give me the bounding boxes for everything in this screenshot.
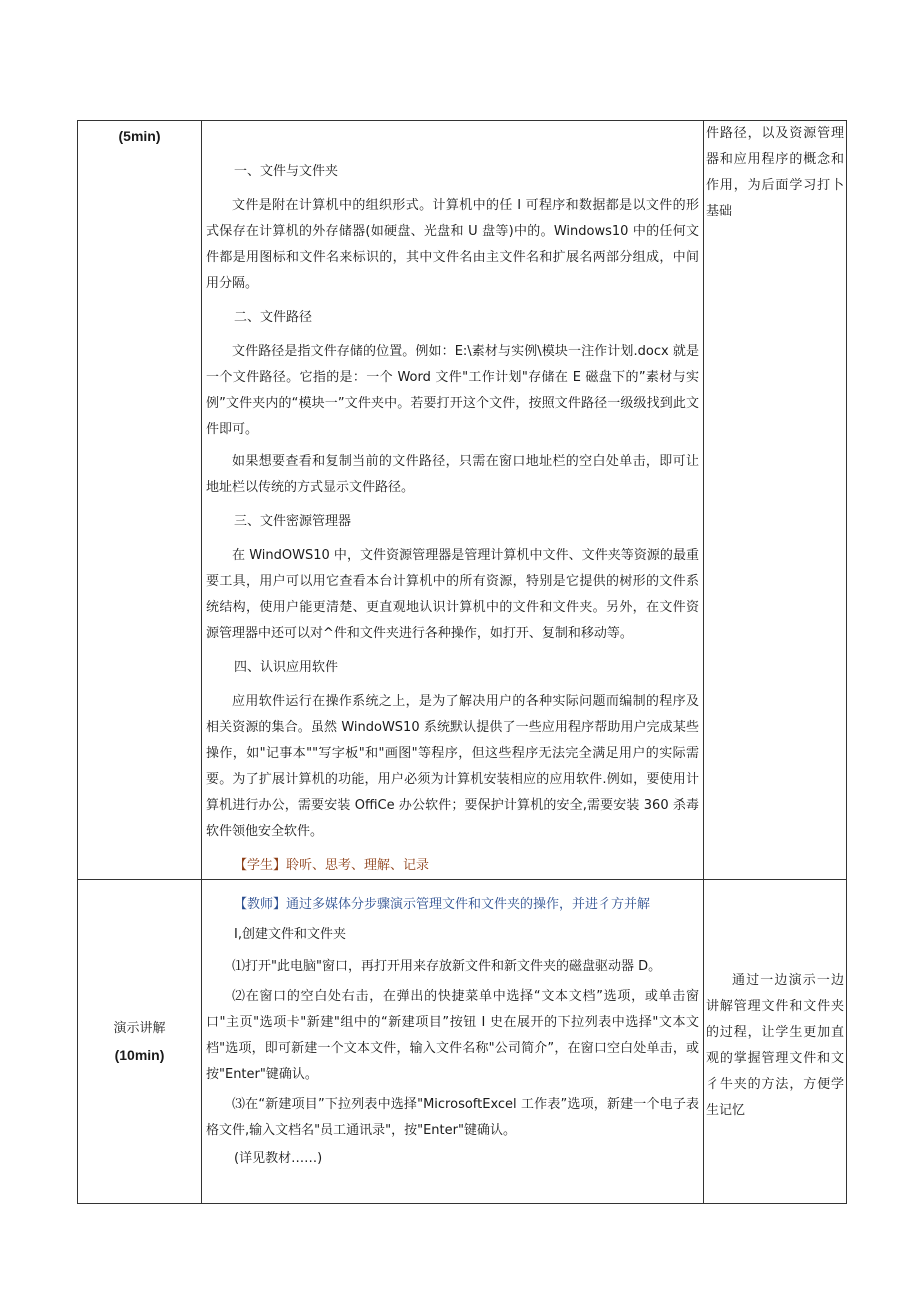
time-label: (5min) — [118, 128, 161, 144]
stage-cell — [78, 121, 202, 880]
section-heading: 二、文件路径 — [234, 310, 313, 325]
see-textbook-note: (详见教材……) — [234, 1151, 323, 1166]
student-activity: 【学生】聆听、思考、理解、记录 — [234, 858, 430, 873]
design-note: 通过一边演示一边讲解管理文件和文件夹的过程，让学生更加直观的掌握管理文件和文彳牛夹的方法，方便学生记忆 — [706, 973, 844, 1118]
design-note: 件路径，以及资源管理器和应用程序的概念和作用，为后面学习打卜基础 — [706, 126, 844, 219]
stage-cell — [78, 880, 202, 1204]
section-heading: I,创建文件和文件夹 — [234, 927, 346, 942]
section-heading: 四、认识应用软件 — [234, 660, 339, 675]
step-3: ⑶在“新建项目”下拉列表中选择"MicrosoftExcel 工作表”选项，新建一个电子表格文件,输入文档名"员工通讯录"，按"Enter"键确认。 — [206, 1097, 699, 1138]
step-2: ⑵在窗口的空白处右击，在弹出的快捷菜单中选择“文本文档”选项，或单击窗口"主页"选项卡"新建"组中的“新建项目”按钮 I 史在展开的下拉列表中选择"文本文档"选项，即可新建一个文本文件，输入文件名称"公司简介”，在窗口空白处单击，或按"Enter"键确认。 — [206, 989, 699, 1082]
step-1: ⑴打开"此电脑"窗口，再打开用来存放新文件和新文件夹的磁盘驱动器 D。 — [232, 959, 662, 974]
note-cell — [704, 880, 847, 1204]
table-row — [78, 880, 847, 1204]
paragraph: 如果想要查看和复制当前的文件路径，只需在窗口地址栏的空白处单击，即可让地址栏以传统的方式显示文件路径。 — [206, 454, 699, 495]
stage-label: 演示讲解 — [113, 1021, 166, 1036]
teacher-activity: 【教师】通过多媒体分步骤演示管理文件和文件夹的操作，并进彳方并解 — [234, 897, 651, 912]
paragraph: 文件是附在计算机中的组织形式。计算机中的任 I 可程序和数据都是以文件的形式保存在计算机的外存储器(如硬盘、光盘和 U 盘等)中的。Windows10 中的任何文件都是用图标和文件名来标识的，其中文件名由主文件名和扩展名两部分组成，中间用分隔。 — [206, 198, 699, 291]
content-cell — [202, 880, 704, 1204]
note-cell — [704, 121, 847, 880]
time-label: (10min) — [114, 1047, 165, 1063]
paragraph: 应用软件运行在操作系统之上，是为了解决用户的各种实际问题而编制的程序及相关资源的集合。虽然 WindoWS10 系统默认提供了一些应用程序帮助用户完成某些操作，如"记事本""写字板"和"画图"等程序，但这些程序无法完全满足用户的实际需要。为了扩展计算机的功能，用户必须为计算机安装相应的应用软件.例如，要使用计算机进行办公，需要安装 OffiCe 办公软件；要保护计算机的安全,需要安装 360 杀毒软件领他安全软件。 — [206, 694, 699, 839]
section-heading: 三、文件密源管理器 — [234, 514, 352, 529]
paragraph: 在 WindOWS10 中，文件资源管理器是管理计算机中文件、文件夹等资源的最重要工具，用户可以用它查看本台计算机中的所有资源，特别是它提供的树形的文件系统结构，使用户能更清楚、更直观地认识计算机中的文件和文件夹。另外，在文件资源管理器中还可以对^件和文件夹进行各种操作，如打开、复制和移动等。 — [206, 548, 699, 641]
section-heading: 一、文件与文件夹 — [234, 164, 339, 179]
content-cell — [202, 121, 704, 880]
table-row — [78, 121, 847, 880]
lesson-plan-table — [77, 120, 847, 1204]
paragraph: 文件路径是指文件存储的位置。例如：E:\素材与实例\模块一注作计划.docx 就是一个文件路径。它指的是：一个 Word 文件"工作计划"存储在 E 磁盘下的”素材与实例”文件夹内的“模块一”文件夹中。若要打开这个文件，按照文件路径一级级找到此文件即可。 — [206, 344, 699, 437]
